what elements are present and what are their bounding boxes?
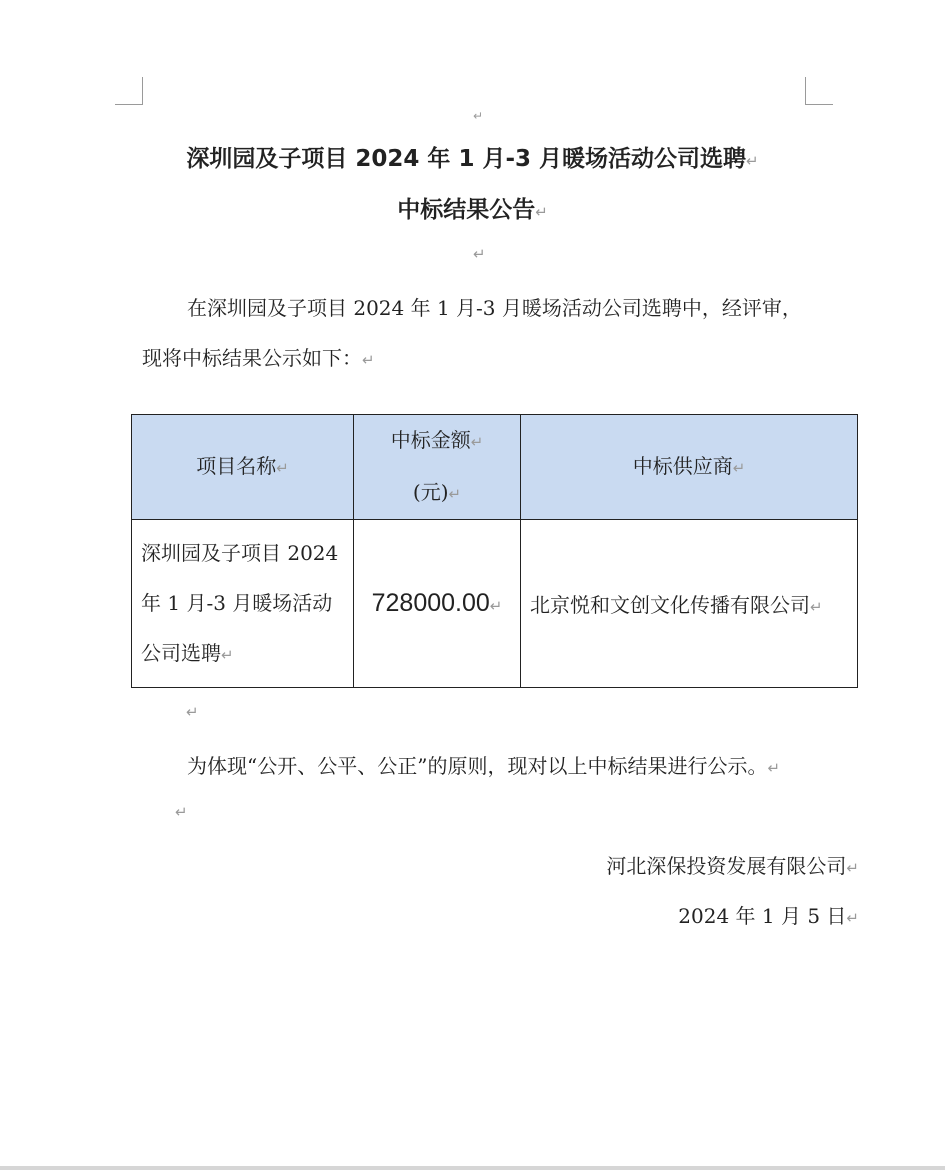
- intro-text: 现将中标结果公示如下：: [142, 346, 362, 370]
- header-cell-project-name[interactable]: 项目名称↵: [132, 415, 354, 520]
- paragraph-mark: ↵: [473, 245, 486, 263]
- company-name: 河北深保投资发展有限公司: [606, 854, 847, 878]
- paragraph-mark: ↵: [473, 109, 484, 123]
- paragraph-mark: ↵: [732, 459, 746, 477]
- header-cell-amount[interactable]: 中标金额↵ (元)↵: [354, 415, 521, 520]
- document-title-line1[interactable]: [0, 140, 945, 173]
- paragraph-mark: ↵: [535, 203, 548, 221]
- paragraph-mark: ↵: [276, 459, 289, 477]
- paragraph-mark: ↵: [846, 859, 859, 877]
- date-text: 2024 年 1 月 5 日: [678, 904, 847, 928]
- table-row: [132, 520, 858, 688]
- title-text: 中标结果公告: [397, 197, 536, 223]
- signature-company[interactable]: [606, 850, 859, 879]
- crop-mark-top-right: [805, 77, 833, 105]
- signature-date[interactable]: [678, 900, 859, 929]
- paragraph-mark: ↵: [221, 645, 234, 664]
- page-bottom-edge: [0, 1166, 945, 1170]
- closing-text: 为体现“公开、公平、公正”的原则，现对以上中标结果进行公示。: [187, 754, 768, 778]
- result-table: [131, 414, 858, 688]
- header-cell-supplier[interactable]: 中标供应商↵: [521, 415, 858, 520]
- intro-text: 在深圳园及子项目 2024 年 1 月-3 月暖场活动公司选聘中，经评审，: [187, 296, 802, 320]
- paragraph-mark: ↵: [846, 909, 859, 927]
- title-text: 深圳园及子项目 2024 年 1 月-3 月暖场活动公司选聘: [186, 146, 747, 172]
- cell-project-name[interactable]: 深圳园及子项目 2024 年 1 月-3 月暖场活动 公司选聘↵: [132, 520, 354, 688]
- table-header-row: [132, 415, 858, 520]
- paragraph-mark: ↵: [175, 803, 188, 821]
- paragraph-mark: ↵: [186, 703, 199, 721]
- cell-supplier[interactable]: 北京悦和文创文化传播有限公司↵: [521, 520, 858, 688]
- paragraph-mark: ↵: [810, 598, 823, 616]
- paragraph-mark: ↵: [470, 433, 484, 451]
- paragraph-mark: ↵: [746, 152, 759, 170]
- intro-paragraph-line2[interactable]: [142, 342, 375, 371]
- cell-amount[interactable]: 728000.00↵: [354, 520, 521, 688]
- document-title-line2[interactable]: [0, 191, 945, 224]
- paragraph-mark: ↵: [767, 759, 781, 777]
- crop-mark-top-left: [115, 77, 143, 105]
- paragraph-mark: ↵: [362, 351, 375, 369]
- paragraph-mark: ↵: [489, 597, 503, 615]
- intro-paragraph-line1[interactable]: [187, 292, 802, 321]
- closing-paragraph[interactable]: [187, 750, 780, 779]
- paragraph-mark: ↵: [448, 485, 462, 503]
